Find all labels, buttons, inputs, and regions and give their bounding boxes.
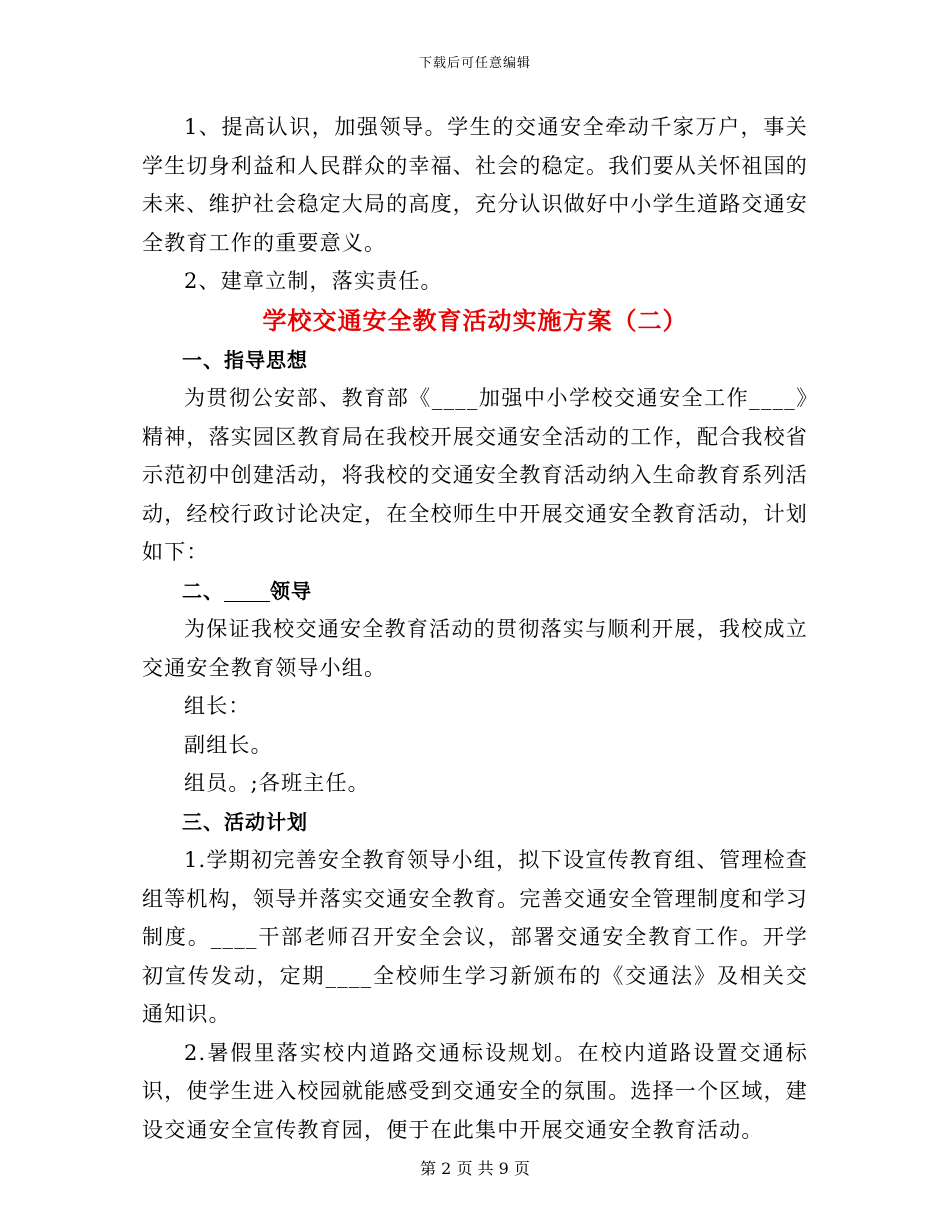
heading-leadership-prefix: 二、 bbox=[182, 578, 224, 603]
paragraph-4: 为保证我校交通安全教育活动的贯彻落实与顺利开展，我校成立交通安全教育领导小组。 bbox=[142, 617, 808, 680]
paragraph-plan-2: 2.暑假里落实校内道路交通标设规划。在校内道路设置交通标识，使学生进入校园就能感受到交通安全的氛围。选择一个区域，建设交通安全宣传教育园，便于在此集中开展交通安全教育活动。 bbox=[142, 1040, 808, 1142]
heading-activity-plan: 三、活动计划 bbox=[182, 809, 308, 834]
paragraph-2: 2、建章立制，落实责任。 bbox=[184, 269, 443, 293]
page-header-note: 下载后可任意编辑 bbox=[418, 56, 531, 71]
paragraph-plan-1: 1.学期初完善安全教育领导小组，拟下设宣传教育组、管理检查组等机构，领导并落实交通安全教育。完善交通安全管理制度和学习制度。____干部老师召开安全会议，部署交通安全教育工作。开学初宣传发动，定期____全校师生学习新颁布的《交通法》及相关交通知识。 bbox=[142, 848, 808, 1026]
paragraph-vice-leader: 副组长。 bbox=[184, 732, 273, 757]
paragraph-1: 1、提高认识，加强领导。学生的交通安全牵动千家万户，事关学生切身利益和人民群众的幸福、社会的稳定。我们要从关怀祖国的未来、维护社会稳定大局的高度，充分认识做好中小学生道路交通安全教育工作的重要意义。 bbox=[142, 115, 808, 255]
paragraph-team-leader: 组长： bbox=[184, 694, 251, 718]
document-body bbox=[142, 108, 808, 1149]
blank-underline bbox=[224, 581, 270, 602]
section-title: 学校交通安全教育活动实施方案（二） bbox=[262, 305, 688, 335]
heading-leadership bbox=[142, 572, 808, 611]
page-footer-number: 第 2 页 共 9 页 bbox=[420, 1159, 530, 1178]
paragraph-members: 组员。;各班主任。 bbox=[184, 771, 370, 795]
heading-leadership-suffix: 领导 bbox=[270, 578, 312, 603]
heading-guiding-ideology: 一、指导思想 bbox=[182, 347, 308, 372]
paragraph-3: 为贯彻公安部、教育部《____加强中小学校交通安全工作____》精神，落实园区教育局在我校开展交通安全活动的工作，配合我校省示范初中创建活动，将我校的交通安全教育活动纳入生命教育系列活动，经校行政讨论决定，在全校师生中开展交通安全教育活动，计划如下： bbox=[142, 386, 808, 564]
